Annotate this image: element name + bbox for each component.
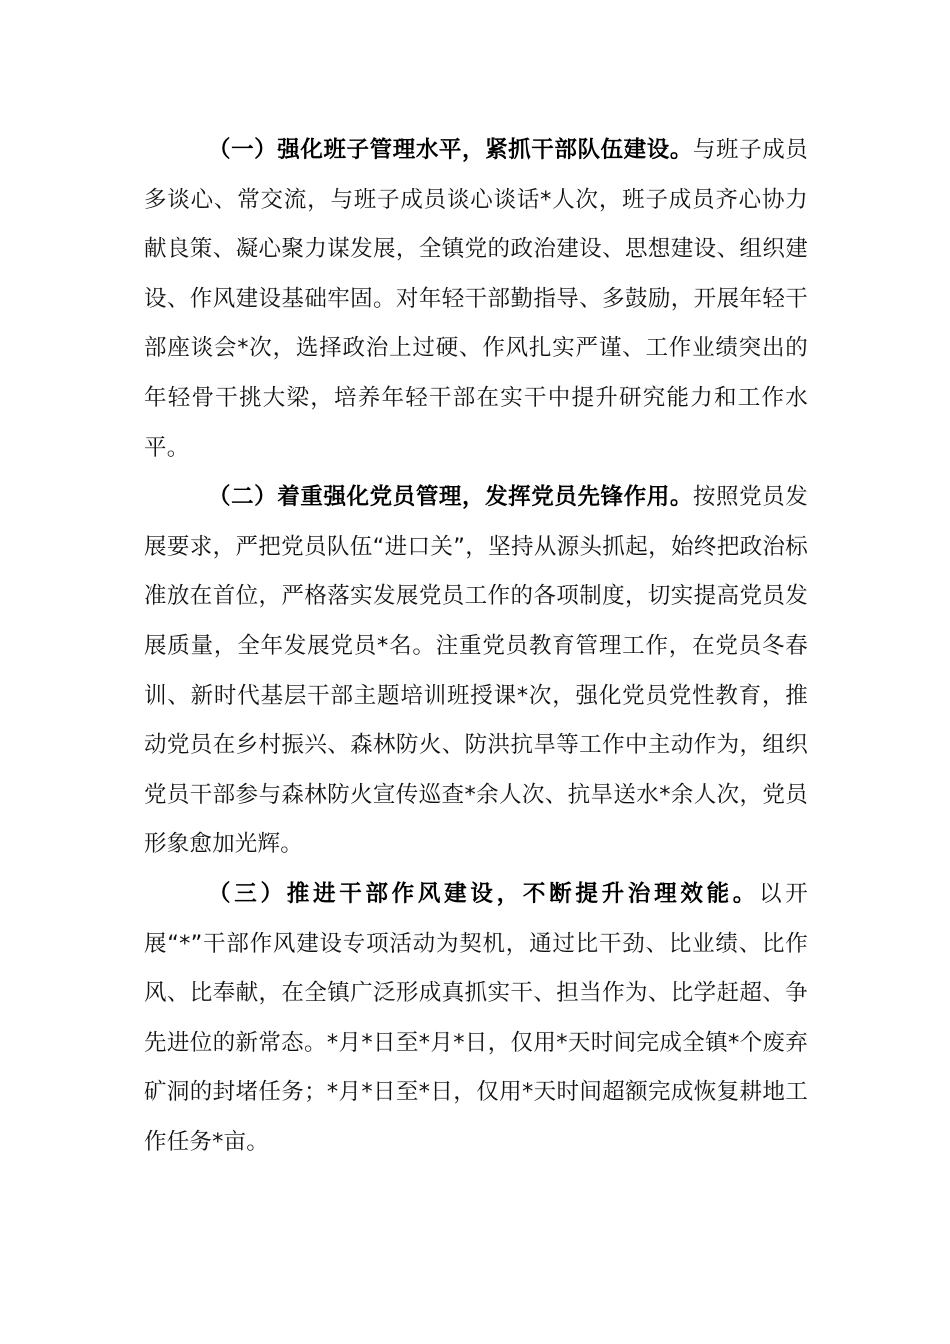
paragraph-1-heading: （一）强化班子管理水平，紧抓干部队伍建设。: [208, 137, 693, 163]
paragraph-2: [144, 473, 808, 870]
paragraph-3-text: 以开展“*”干部作风建设专项活动为契机，通过比干劲、比业绩、比作风、比奉献，在全镇广泛形成真抓实干、担当作为、比学赶超、争先进位的新常态。*月*日至*月*日，仅用*天时间完成全镇*个废弃矿洞的封堵任务；*月*日至*日，仅用*天时间超额完成恢复耕地工作任务*亩。: [144, 880, 809, 1155]
document-body: [144, 126, 808, 1167]
paragraph-1: [144, 126, 808, 473]
paragraph-1-text: 与班子成员多谈心、常交流，与班子成员谈心谈话*人次，班子成员齐心协力献良策、凝心聚力谋发展，全镇党的政治建设、思想建设、组织建设、作风建设基础牢固。对年轻干部勤指导、多鼓励，开展年轻干部座谈会*次，选择政治上过硬、作风扎实严谨、工作业绩突出的年轻骨干挑大梁，培养年轻干部在实干中提升研究能力和工作水平。: [144, 137, 808, 461]
paragraph-2-heading: （二）着重强化党员管理，发挥党员先锋作用。: [208, 484, 693, 511]
paragraph-2-text: 按照党员发展要求，严把党员队伍“进口关”，坚持从源头抓起，始终把政治标准放在首位，严格落实发展党员工作的各项制度，切实提高党员发展质量，全年发展党员*名。注重党员教育管理工作，在党员冬春训、新时代基层干部主题培训班授课*次，强化党员党性教育，推动党员在乡村振兴、森林防火、防洪抗旱等工作中主动作为，组织党员干部参与森林防火宣传巡查*余人次、抗旱送水*余人次，党员形象愈加光辉。: [144, 484, 808, 858]
paragraph-3-heading: （三）推进干部作风建设，不断提升治理效能。: [208, 880, 760, 907]
paragraph-3: [144, 870, 808, 1168]
